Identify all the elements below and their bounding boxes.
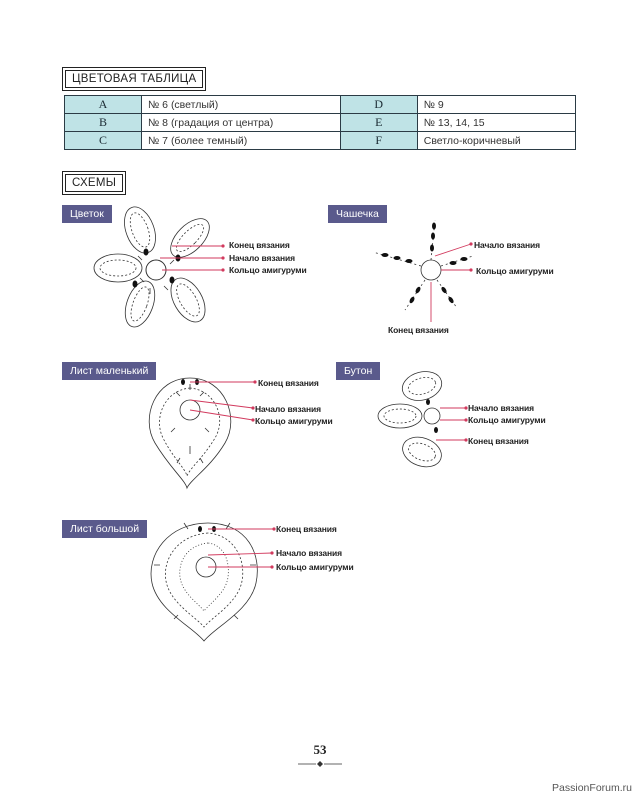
leaf-large-label-ring: Кольцо амигуруми	[276, 562, 354, 572]
color-table	[64, 95, 576, 150]
bud-title: Бутон	[336, 362, 380, 380]
color-value: № 8 (градация от центра)	[142, 114, 341, 132]
leaf-small-label-end: Конец вязания	[258, 378, 319, 388]
leaf-small-title: Лист маленький	[62, 362, 156, 380]
schemes-title: СХЕМЫ	[65, 174, 123, 192]
bud-label-end: Конец вязания	[468, 436, 529, 446]
calyx-label-end: Конец вязания	[388, 325, 449, 335]
color-key: E	[340, 114, 417, 132]
color-key: F	[340, 132, 417, 150]
leaf-large-label-start: Начало вязания	[276, 548, 342, 558]
flower-title: Цветок	[62, 205, 112, 223]
table-row	[65, 96, 576, 114]
page-number: 53	[313, 742, 327, 757]
flower-label-start: Начало вязания	[229, 253, 295, 263]
leaf-large-title: Лист большой	[62, 520, 147, 538]
color-table-title: ЦВЕТОВАЯ ТАБЛИЦА	[65, 70, 203, 88]
color-table-heading	[62, 67, 206, 91]
color-value: № 13, 14, 15	[417, 114, 575, 132]
watermark: PassionForum.ru	[552, 782, 632, 794]
calyx-diagram	[365, 210, 475, 320]
color-key: A	[65, 96, 142, 114]
calyx-title: Чашечка	[328, 205, 387, 223]
flower-label-ring: Кольцо амигуруми	[229, 265, 307, 275]
schemes-heading	[62, 171, 126, 195]
color-value: Светло-коричневый	[417, 132, 575, 150]
color-value: № 6 (светлый)	[142, 96, 341, 114]
ornament-icon	[296, 760, 344, 768]
color-key: B	[65, 114, 142, 132]
leaf-large-label-end: Конец вязания	[276, 524, 337, 534]
color-key: C	[65, 132, 142, 150]
table-row	[65, 132, 576, 150]
leaf-small-label-start: Начало вязания	[255, 404, 321, 414]
calyx-label-ring: Кольцо амигуруми	[476, 266, 554, 276]
color-value: № 7 (более темный)	[142, 132, 341, 150]
leaf-small-label-ring: Кольцо амигуруми	[255, 416, 333, 426]
bud-label-ring: Кольцо амигуруми	[468, 415, 546, 425]
table-row	[65, 114, 576, 132]
flower-label-end: Конец вязания	[229, 240, 290, 250]
calyx-label-start: Начало вязания	[474, 240, 540, 250]
color-key: D	[340, 96, 417, 114]
color-value: № 9	[417, 96, 575, 114]
leaf-large-diagram	[138, 515, 358, 645]
bud-label-start: Начало вязания	[468, 403, 534, 413]
